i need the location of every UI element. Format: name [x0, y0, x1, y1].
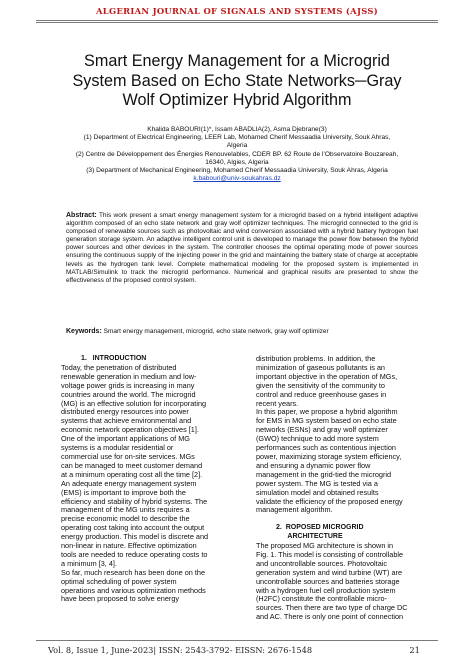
- body-text-line: control and reduce greenhouse gases in: [256, 389, 387, 399]
- abstract-text: This work present a smart energy management system for a microgrid based on a hybrid intelligent adaptive algorithm composed of an echo state network and gray wolf optimizer techniques. The microgrid connected to the grid is composed of renewable sources such as photovoltaic and wind conversion associated with a hybrid battery hydrogen fuel generation storage system. An adaptive intelligent control unit is developed to manage the power flow between the hybrid power sources and other devices in the system. The controller chooses the optimal operating mode of power sources ensuring the continuous supply of the injecting power in the grid and maintaining the battery state of charge at acceptable levels as the hydrogen tank level. Complete mathematical modeling for the proposed system is implemented in MATLAB/Simulink to track the microgrid performance. Numerical and graphical results are presented to show the effectiveness of the proposed control system.: [66, 212, 418, 284]
- body-text-line: commercial use for on-site services. MGs: [61, 451, 195, 461]
- body-text-line: (GWO) technique to add more system: [256, 434, 379, 444]
- body-text-line: management of the MG units requires a: [61, 505, 190, 515]
- body-text-line: non-linear in nature. Effective optimization: [61, 541, 197, 551]
- affiliation-line: Algeria: [226, 142, 248, 150]
- affiliation-line: (3) Department of Mechanical Engineering, Mohamed Cherif Messaadia University, Souk Ahras, Algeria: [86, 167, 388, 175]
- email-link[interactable]: k.babouri@univ-soukahras.dz: [193, 175, 281, 183]
- body-text-line: performances such as contentious injection: [256, 443, 396, 453]
- title-line: Wolf Optimizer Hybrid Algorithm: [122, 91, 352, 109]
- body-text-line: management in the grid-tied the microgrid: [256, 469, 392, 479]
- body-text-line: An adequate energy management system: [61, 478, 197, 488]
- body-text-line: generation system and wind turbine (WT) are: [256, 567, 403, 577]
- body-text-line: (EMS) is important to improve both the: [61, 487, 186, 497]
- body-text-line: economic network operation objectives [1].: [61, 425, 199, 435]
- abstract-label: Abstract:: [66, 212, 97, 219]
- body-text-line: One of the important applications of MG: [61, 434, 190, 444]
- body-text-line: given the sensitivity of the community to: [256, 380, 385, 390]
- body-text-line: simulation model and obtained results: [256, 487, 379, 497]
- body-text-line: sources. Then there are two type of charge DC: [256, 603, 408, 613]
- body-text-line: important objective in the operation of MGs,: [256, 371, 398, 381]
- body-text-line: operating cost taking into account the output: [61, 523, 205, 533]
- body-text-line: (H2FC) constitute the controllable micro-: [256, 594, 387, 604]
- abstract: [66, 212, 418, 285]
- body-text-line: and ensuring a dynamic power flow: [256, 460, 371, 470]
- body-text-line: distributed energy resources into power: [61, 407, 189, 417]
- footer-rule: [36, 640, 438, 641]
- authors-affiliations: [36, 126, 438, 183]
- body-text-line: Fig. 1. This model is consisting of controllable: [256, 549, 404, 559]
- header-rule-secondary: [36, 22, 438, 23]
- footer-issue: Vol. 8, Issue 1, June-2023| ISSN: 2543-3792- EISSN: 2676-1548: [48, 645, 313, 655]
- body-text-line: and AC. There is only one point of connection: [256, 612, 404, 622]
- page-number: 21: [409, 645, 420, 655]
- paper-title: [40, 52, 434, 111]
- body-text-line: efficiency and stability of hybrid systems. The: [61, 496, 208, 506]
- body-text-line: for EMS in MG system based on echo state: [256, 416, 397, 426]
- body-text-line: uncontrollable sources and batteries storage: [256, 576, 400, 586]
- body-text-line: have been proposed to solve energy: [61, 594, 180, 604]
- body-text-line: distribution problems. In addition, the: [256, 354, 376, 363]
- body-text-line: management algorithm.: [256, 505, 333, 515]
- body-text-line: validate the efficiency of the proposed energy: [256, 496, 403, 506]
- body-text-line: The proposed MG architecture is shown in: [256, 541, 394, 551]
- body-text-line: systems that achieve environmental and: [61, 416, 192, 426]
- title-line: Smart Energy Management for a Microgrid: [84, 52, 390, 70]
- section-heading: ARCHITECTURE: [276, 533, 343, 541]
- body-text-line: Today, the penetration of distributed: [61, 362, 177, 372]
- body-text-line: with a hydrogen fuel cell production system: [256, 585, 396, 595]
- keywords: [66, 328, 418, 336]
- right-column: [256, 355, 430, 622]
- body-text-line: a minimum [3, 4].: [61, 558, 117, 568]
- body-text-line: optimal scheduling of power system: [61, 576, 177, 586]
- keywords-label: Keywords:: [66, 328, 102, 335]
- affiliation-line: (1) Department of Electrical Engineering, LEER Lab, Mohamed Cherif Messaadia University, Souk Ahras,: [83, 134, 391, 142]
- body-text-line: networks (ESNs) and gray wolf optimizer: [256, 425, 388, 435]
- body-text-line: recent years.: [256, 398, 299, 408]
- body-text-line: [256, 515, 430, 524]
- footer: [48, 645, 420, 655]
- body-text-line: at a minimum operating cost all the time [2].: [61, 469, 203, 479]
- body-text-line: energy production. This model is discrete and: [61, 532, 209, 542]
- left-column: [61, 355, 235, 604]
- body-text-line: power system. The MG is tested via a: [256, 478, 378, 488]
- affiliation-line: (2) Centre de Développement des Énergies Renouvelables, CDER BP. 62 Route de l’Observatoire Bouzareah,: [75, 150, 399, 158]
- body-text-line: (MG) is an effective solution for incorporating: [61, 398, 207, 408]
- body-text-line: and uncontrollable sources. Photovoltaic: [256, 558, 388, 568]
- body-text-line: So far, much research has been done on the: [61, 567, 206, 577]
- journal-name: ALGERIAN JOURNAL OF SIGNALS AND SYSTEMS (AJSS): [96, 6, 378, 16]
- body-text-line: In this paper, we propose a hybrid algorithm: [256, 407, 398, 417]
- body-text-line: can be managed to meet customer demand: [61, 460, 203, 470]
- section-heading: 1. INTRODUCTION: [81, 355, 147, 362]
- keywords-text: Smart energy management, microgrid, echo state network, gray wolf optimizer: [103, 328, 329, 335]
- affiliation-line: 16340, Algies, Algeria: [205, 158, 269, 166]
- authors-line: Khalida BABOURI(1)*, Issam ABADLIA(2), Asma Djebrane(3): [147, 126, 327, 133]
- body-text-line: power, maximizing storage system efficiency,: [256, 451, 402, 461]
- body-text-line: countries around the world. The microgrid: [61, 389, 196, 399]
- body-text-line: tools are needed to reduce operating costs to: [61, 549, 208, 559]
- header-rule: [36, 20, 438, 21]
- title-line: System Based on Echo State Networks─Gray: [72, 71, 402, 90]
- section-heading: 2. ROPOSED MICROGRID: [276, 524, 364, 532]
- body-text-line: operations and various optimization methods: [61, 585, 206, 595]
- body-text-line: renewable generation in medium and low-: [61, 371, 197, 381]
- body-text-line: voltage power grids is increasing in many: [61, 380, 195, 390]
- body-text-line: precise economic model to describe the: [61, 514, 190, 524]
- body-text-line: systems is a modular residential or: [61, 443, 174, 453]
- body-text-line: minimization of gaseous pollutants is an: [256, 362, 385, 372]
